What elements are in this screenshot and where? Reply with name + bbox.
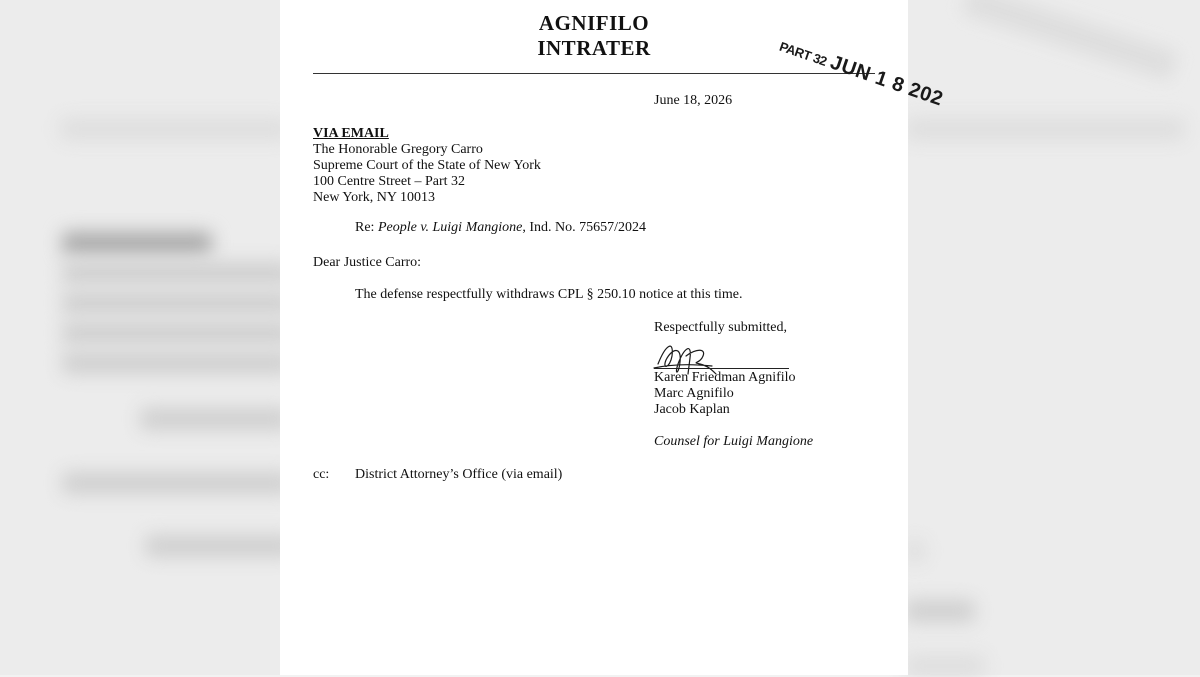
letter-body: The defense respectfully withdraws CPL § 250.10 notice at this time.	[355, 287, 743, 302]
re-index-number: , Ind. No. 75657/2024	[522, 220, 646, 235]
signer-name: Jacob Kaplan	[654, 402, 730, 417]
letter-date: June 18, 2026	[654, 93, 733, 108]
stamp-date: JUN 1 8 202	[827, 51, 946, 111]
letterhead-rule	[313, 73, 875, 74]
re-case-name: People v. Luigi Mangione	[377, 220, 523, 235]
blur-line	[60, 118, 290, 140]
signer-name: Karen Friedman Agnifilo	[654, 370, 796, 385]
letter-page	[280, 0, 946, 675]
counsel-line: Counsel for Luigi Mangione	[654, 434, 814, 449]
firm-name-line2: INTRATER	[537, 36, 651, 60]
cc-recipient: District Attorney’s Office (via email)	[355, 467, 563, 482]
signature-line	[654, 368, 789, 369]
address-line: The Honorable Gregory Carro	[313, 142, 483, 157]
blur-line	[62, 352, 292, 374]
blur-line	[62, 472, 292, 494]
closing: Respectfully submitted,	[654, 320, 787, 335]
blur-line	[905, 540, 925, 562]
re-prefix: Re:	[355, 220, 378, 235]
via-email-heading: VIA EMAIL	[313, 126, 389, 141]
cc-label: cc:	[313, 467, 330, 482]
blur-line	[905, 118, 1185, 140]
blur-line	[62, 322, 292, 344]
blur-line	[62, 292, 292, 314]
blur-line	[905, 655, 985, 677]
salutation: Dear Justice Carro:	[313, 255, 422, 270]
blur-line	[145, 535, 295, 557]
signer-name: Marc Agnifilo	[654, 386, 734, 401]
blur-line	[62, 232, 212, 254]
address-line: 100 Centre Street – Part 32	[313, 174, 466, 189]
re-line	[355, 220, 646, 236]
stamp-part: PART 32	[777, 38, 829, 69]
address-line: New York, NY 10013	[313, 190, 435, 205]
blur-stamp	[961, 0, 1180, 81]
address-line: Supreme Court of the State of New York	[313, 158, 541, 173]
blur-line	[140, 408, 290, 430]
firm-name-line1: AGNIFILO	[538, 11, 650, 35]
blur-line	[62, 262, 292, 284]
blur-line	[905, 600, 975, 622]
